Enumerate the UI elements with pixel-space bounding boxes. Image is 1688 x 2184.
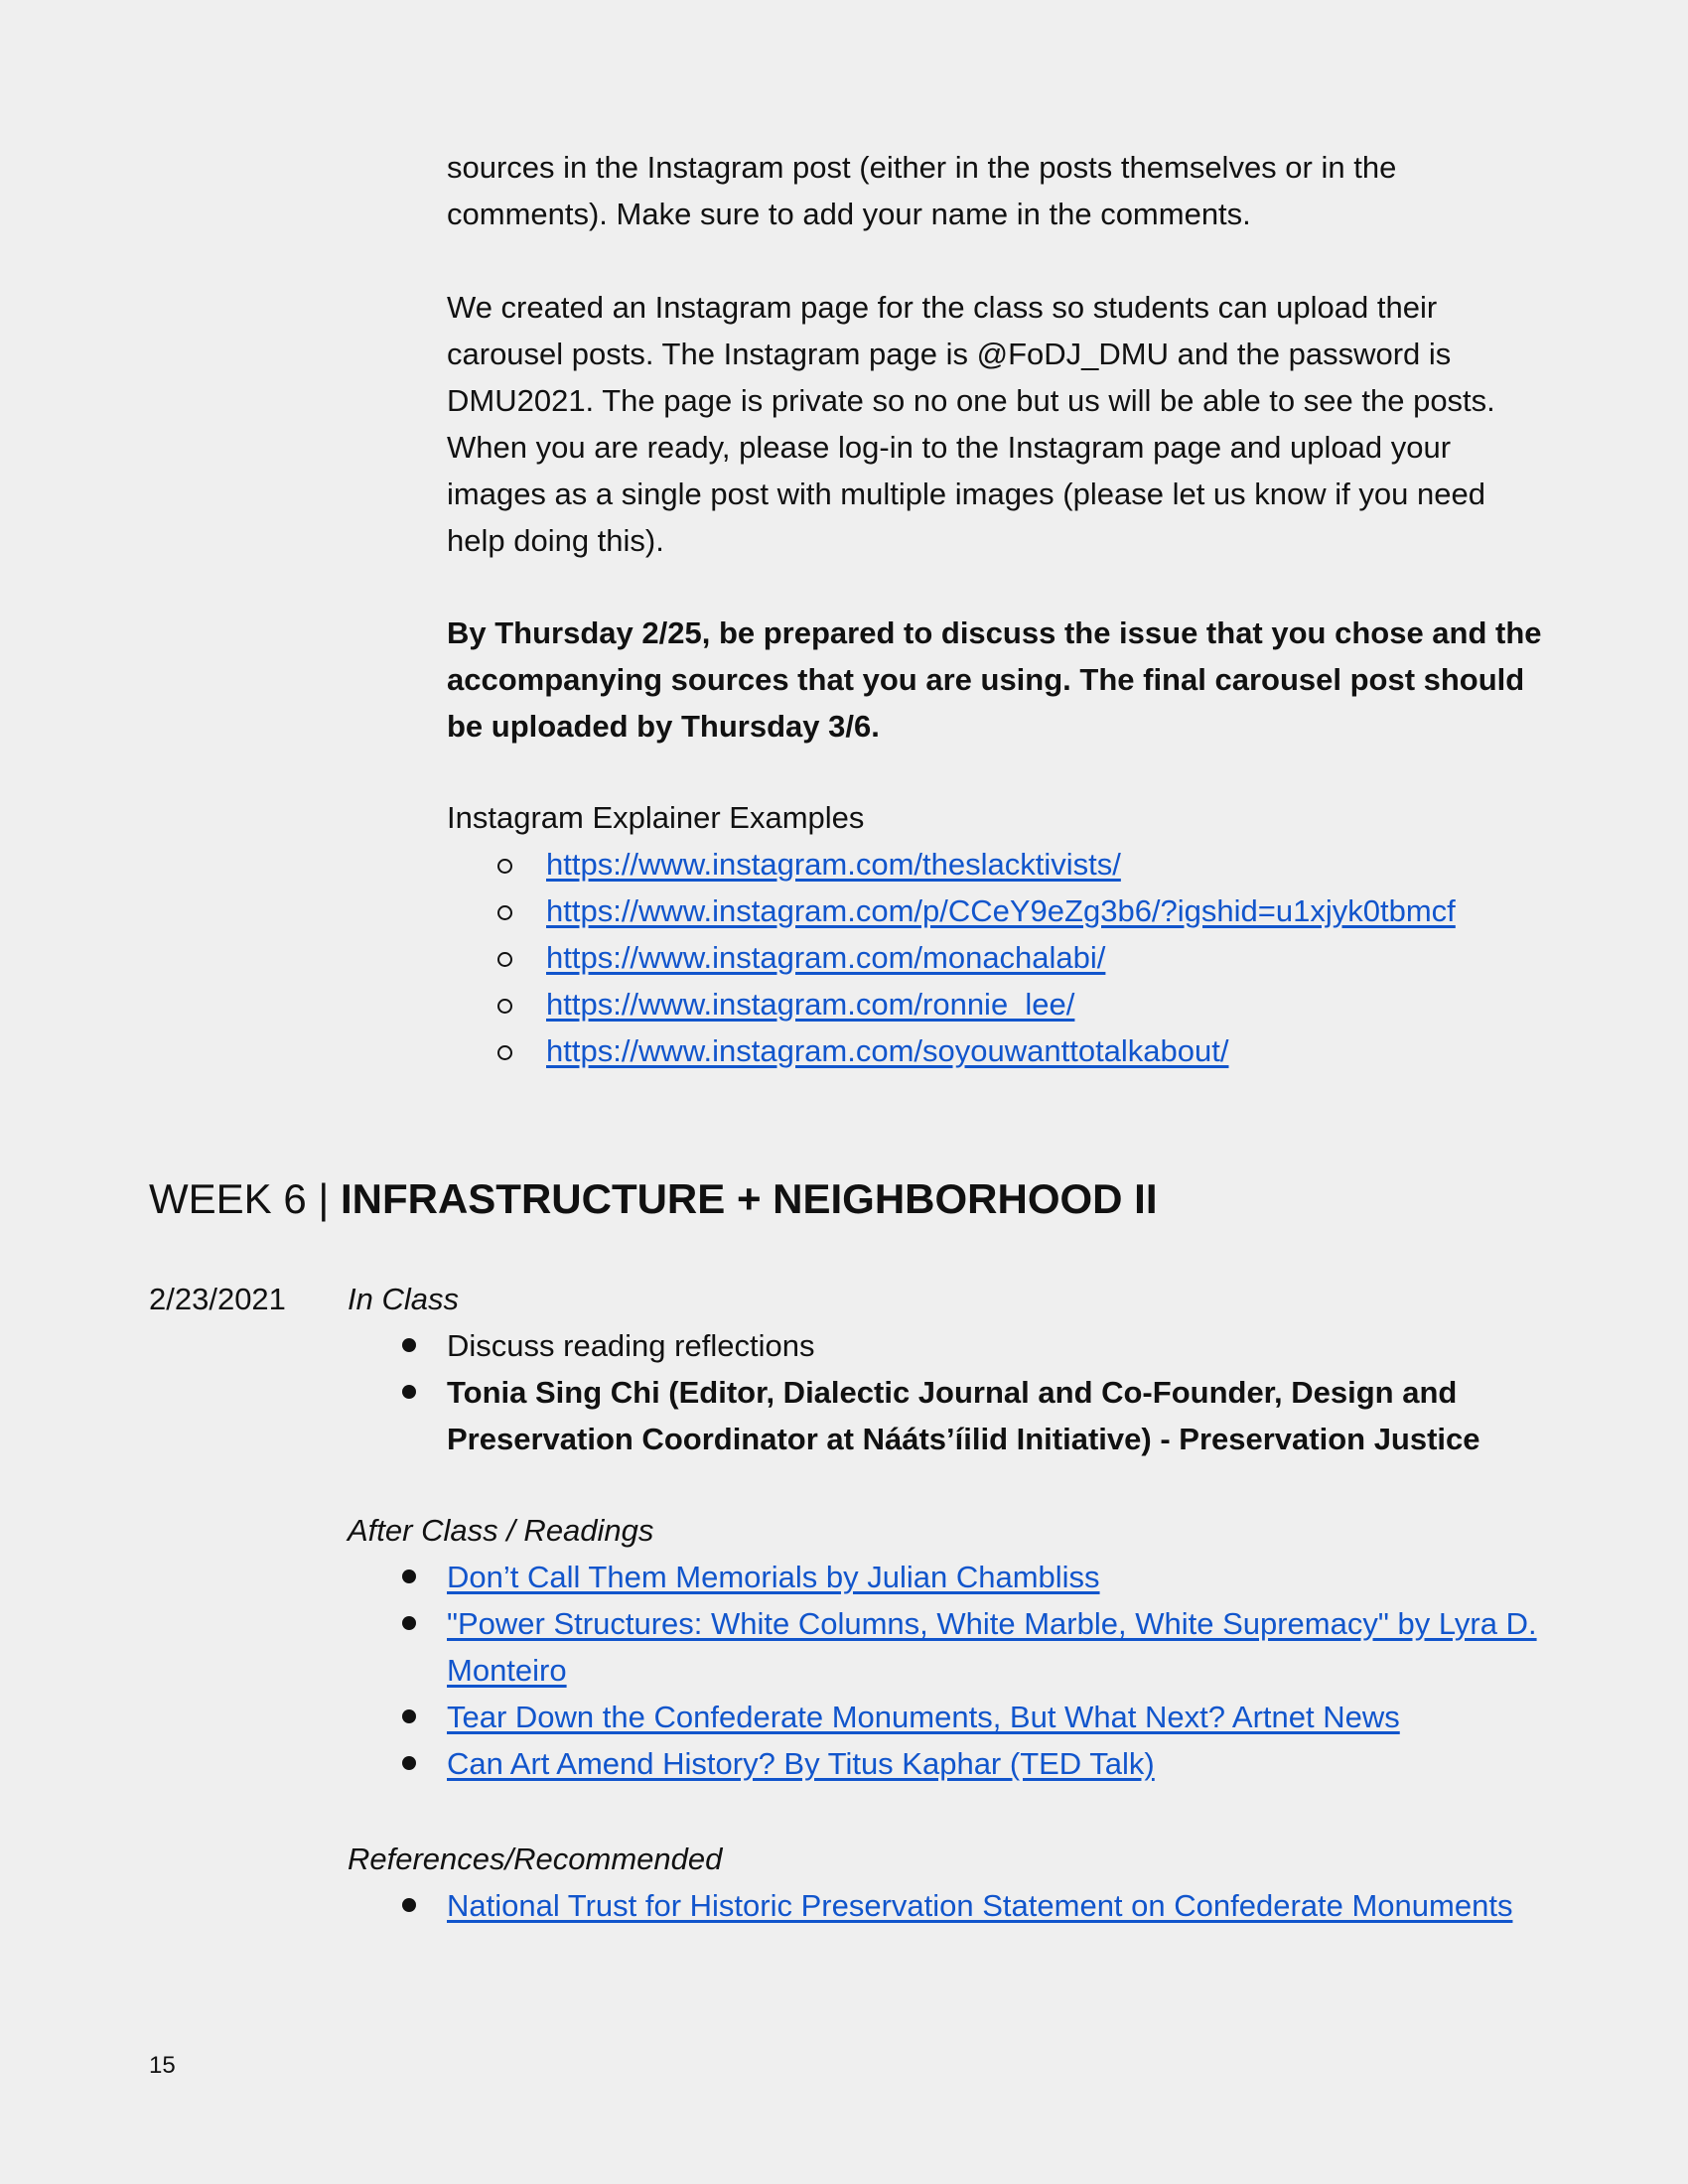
example-link-2[interactable]: https://www.instagram.com/p/CCeY9eZg3b6/?igshid=u1xjyk0tbmcf — [546, 893, 1456, 928]
intro-paragraph-instagram — [447, 284, 1549, 564]
intro-para-2: We created an Instagram page for the class so students can upload their carousel posts. The Instagram page is @FoDJ_DMU and the password is DMU2021. The page is private so no one but us will be able to see the posts. When you are ready, please log-in to the Instagram page and upload your images as a single post with multiple images (please let us know if you need help doing this). — [447, 290, 1495, 558]
readings-section — [348, 1507, 1549, 1787]
reference-link-1[interactable]: National Trust for Historic Preservation Statement on Confederate Monuments — [447, 1888, 1513, 1923]
list-item — [447, 981, 1549, 1027]
deadline-paragraph — [447, 610, 1549, 750]
examples-label: Instagram Explainer Examples — [447, 800, 865, 835]
list-item: Discuss reading reflections — [348, 1322, 1549, 1369]
week-heading — [149, 1171, 1158, 1227]
list-item — [348, 1554, 1549, 1600]
references-section — [348, 1836, 1549, 1929]
readings-list — [348, 1554, 1549, 1787]
references-label: References/Recommended — [348, 1842, 723, 1876]
session-date: 2/23/2021 — [149, 1282, 286, 1316]
reading-link-2[interactable]: "Power Structures: White Columns, White Marble, White Supremacy" by Lyra D. Monteiro — [447, 1606, 1537, 1688]
intro-para-1: sources in the Instagram post (either in the posts themselves or in the comments). Make sure to add your name in the comments. — [447, 150, 1397, 231]
example-link-3[interactable]: https://www.instagram.com/monachalabi/ — [546, 940, 1106, 975]
in-class-list — [348, 1322, 1549, 1462]
references-list — [348, 1882, 1549, 1929]
in-class-label: In Class — [348, 1282, 459, 1316]
example-link-5[interactable]: https://www.instagram.com/soyouwanttotalkabout/ — [546, 1033, 1229, 1068]
in-class-section — [348, 1276, 1549, 1462]
reading-link-3[interactable]: Tear Down the Confederate Monuments, But What Next? Artnet News — [447, 1700, 1400, 1734]
examples-section — [447, 794, 1549, 1074]
reading-link-1[interactable]: Don’t Call Them Memorials by Julian Chambliss — [447, 1560, 1100, 1594]
list-item — [447, 934, 1549, 981]
list-item: Tonia Sing Chi (Editor, Dialectic Journal and Co-Founder, Design and Preservation Coordinator at Náátsʼíilid Initiative) - Preservation Justice — [348, 1369, 1549, 1462]
week-title: INFRASTRUCTURE + NEIGHBORHOOD II — [340, 1175, 1158, 1222]
list-item — [348, 1740, 1549, 1787]
reading-link-4[interactable]: Can Art Amend History? By Titus Kaphar (TED Talk) — [447, 1746, 1155, 1781]
list-item — [348, 1694, 1549, 1740]
example-link-1[interactable]: https://www.instagram.com/theslacktivists/ — [546, 847, 1121, 882]
page-number: 15 — [149, 2052, 176, 2079]
list-item — [348, 1600, 1549, 1694]
list-item — [447, 887, 1549, 934]
list-item — [348, 1882, 1549, 1929]
intro-paragraph-sources — [447, 144, 1549, 237]
after-class-label: After Class / Readings — [348, 1513, 654, 1548]
week-prefix: WEEK 6 | — [149, 1175, 341, 1222]
list-item — [447, 841, 1549, 887]
example-link-4[interactable]: https://www.instagram.com/ronnie_lee/ — [546, 987, 1075, 1022]
list-item — [447, 1027, 1549, 1074]
deadline-text: By Thursday 2/25, be prepared to discuss the issue that you chose and the accompanying sources that you are using. The final carousel post should be uploaded by Thursday 3/6. — [447, 615, 1542, 744]
examples-list — [447, 841, 1549, 1074]
